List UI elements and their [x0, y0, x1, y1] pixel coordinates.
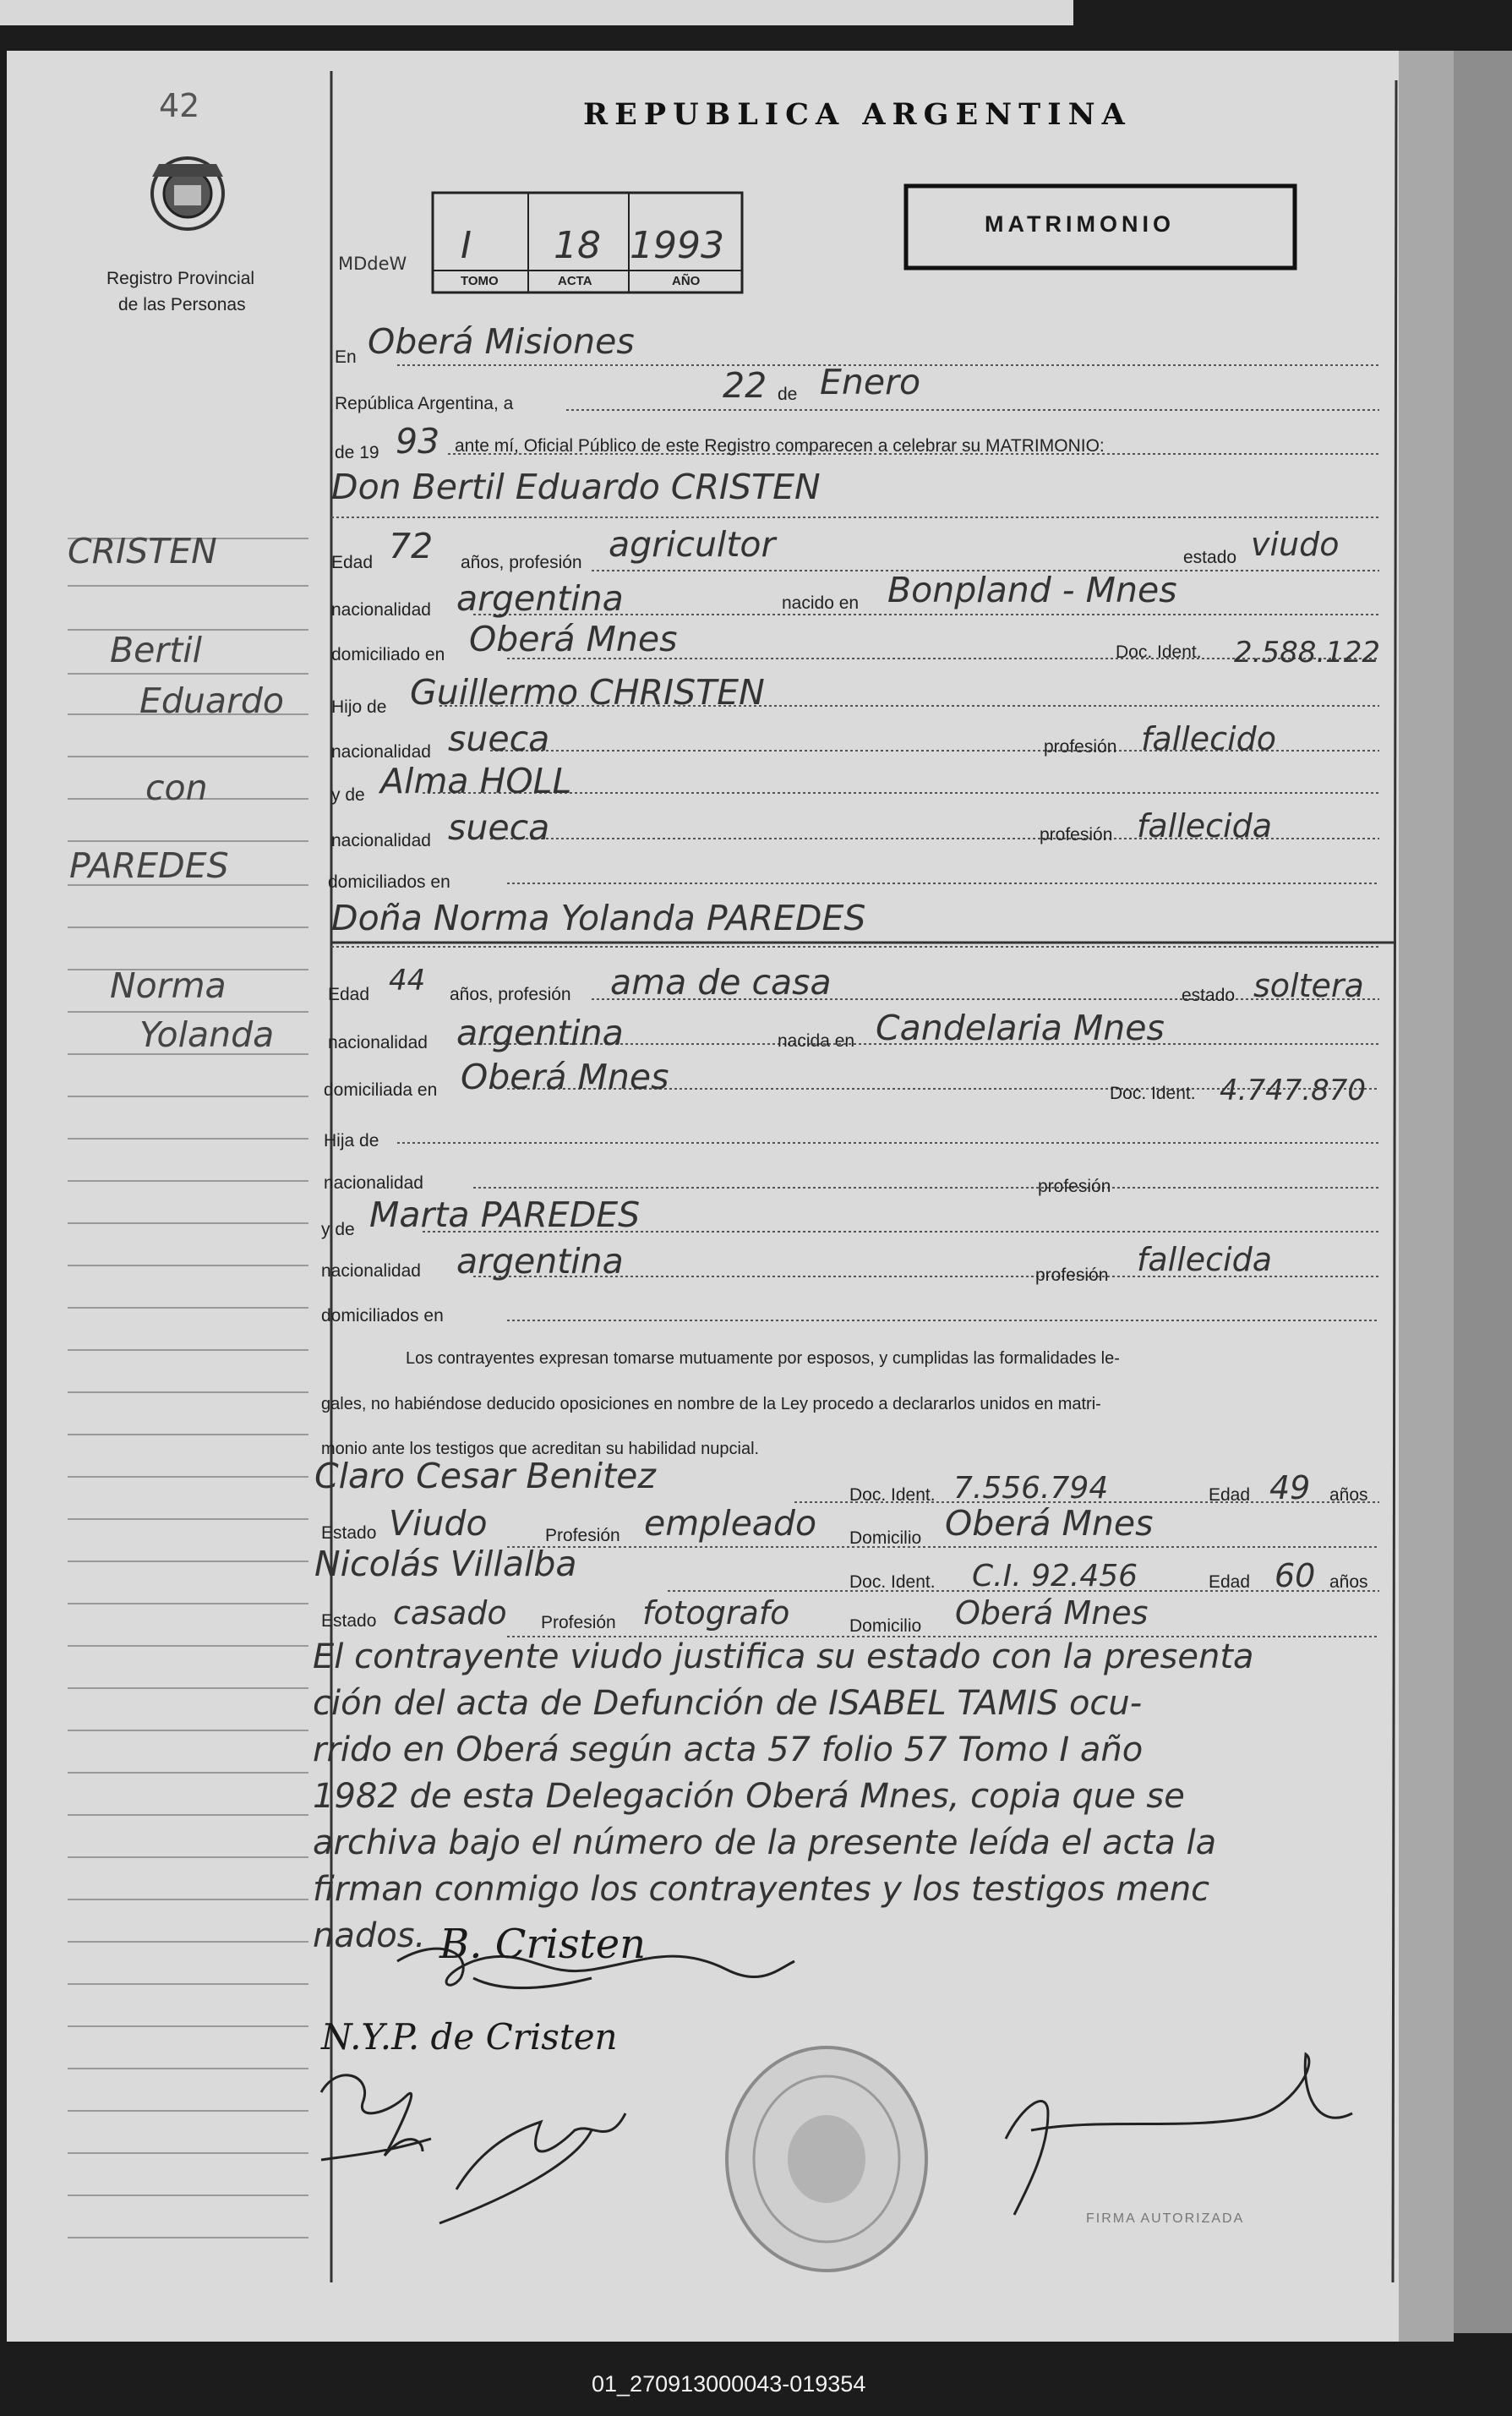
witness-address: Oberá Mnes [945, 1503, 1154, 1544]
ano-label: AÑO [672, 274, 701, 288]
field-label: Profesión [545, 1526, 620, 1545]
note-line: firman conmigo los contrayentes y los testigos menc [313, 1870, 1210, 1909]
field-label: nacionalidad [331, 600, 431, 620]
field-label: años, profesión [461, 553, 582, 572]
groom-father-nationality: sueca [448, 719, 550, 759]
bride-mother: Marta PAREDES [369, 1194, 641, 1235]
witness-civil-status: casado [393, 1594, 507, 1632]
field-label: Edad [1209, 1485, 1251, 1505]
witness-age: 60 [1275, 1557, 1316, 1594]
bride-birthplace: Candelaria Mnes [876, 1008, 1165, 1048]
margin-note: con [145, 768, 208, 808]
field-label: años [1329, 1485, 1368, 1505]
margin-note: Bertil [110, 630, 203, 670]
field-label: nacionalidad [321, 1261, 421, 1281]
field-label: domiciliada en [324, 1080, 438, 1100]
bride-nationality: argentina [456, 1013, 624, 1053]
groom-signature: B. Cristen [439, 1921, 647, 1968]
groom-doc: 2.588.122 [1234, 636, 1381, 670]
field-label: profesión [1040, 825, 1113, 845]
groom-address: Oberá Mnes [469, 619, 678, 659]
field-label: Doc. Ident. [1116, 642, 1202, 662]
field-label: domiciliados en [321, 1306, 444, 1326]
bride-mother-profession: fallecida [1137, 1241, 1273, 1278]
margin-note: PAREDES [69, 845, 229, 886]
field-label: profesión [1038, 1177, 1111, 1196]
field-label: y de [321, 1220, 355, 1239]
witness-civil-status: Viudo [389, 1503, 488, 1544]
place-label: En [335, 347, 357, 367]
field-label: Edad [328, 985, 370, 1004]
bride-profession: ama de casa [610, 962, 832, 1003]
witness-doc: C.I. 92.456 [972, 1559, 1138, 1593]
groom-mother-profession: fallecida [1137, 807, 1273, 845]
official-stamp-icon [727, 2047, 926, 2271]
year-prefix: de 19 [335, 443, 379, 462]
acta-label: ACTA [558, 274, 592, 288]
field-label: domiciliados en [328, 872, 450, 892]
witness-age: 49 [1269, 1469, 1311, 1506]
witness-profession: empleado [644, 1503, 817, 1544]
groom-father: Guillermo CHRISTEN [410, 672, 765, 713]
note-line: ción del acta de Defunción de ISABEL TAMIS ocu- [313, 1684, 1143, 1723]
field-label: Estado [321, 1523, 377, 1543]
field-label: Doc. Ident. [1110, 1084, 1196, 1103]
field-label: Hija de [324, 1131, 379, 1151]
place-value: Oberá Misiones [368, 321, 635, 362]
bride-mother-nationality: argentina [456, 1241, 624, 1282]
field-label: años [1329, 1572, 1368, 1592]
witness-doc: 7.556.794 [953, 1471, 1109, 1506]
day-value: 22 [723, 365, 767, 406]
field-label: profesión [1035, 1265, 1109, 1285]
official-stamp-text: FIRMA AUTORIZADA [1086, 2211, 1245, 2226]
margin-note: Yolanda [139, 1014, 275, 1055]
note-line: archiva bajo el número de la presente leída el acta la [313, 1823, 1217, 1862]
image-id: 01_270913000043-019354 [592, 2371, 866, 2397]
tomo-value: I [461, 224, 472, 267]
groom-civil-status: viudo [1251, 526, 1340, 563]
month-value: Enero [820, 362, 921, 402]
field-label: Edad [1209, 1572, 1251, 1592]
witness-name: Nicolás Villalba [314, 1544, 577, 1584]
tomo-label: TOMO [461, 274, 499, 288]
bride-signature: N.Y.P. de Cristen [321, 2016, 618, 2058]
office-code: MDdeW [338, 254, 407, 274]
registry-seal-icon [152, 158, 223, 229]
field-label: estado [1182, 986, 1236, 1005]
bride-civil-status: soltera [1253, 967, 1364, 1004]
groom-birthplace: Bonpland - Mnes [887, 570, 1177, 610]
intro-statement: ante mí, Oficial Público de este Registro comparecen a celebrar su MATRIMONIO: [455, 436, 1105, 456]
field-label: Domicilio [849, 1528, 922, 1548]
country-title: REPUBLICA ARGENTINA [583, 97, 1132, 132]
margin-note: Norma [110, 965, 227, 1006]
field-label: estado [1183, 548, 1237, 567]
field-label: Edad [331, 553, 374, 572]
field-label: profesión [1044, 737, 1117, 757]
bride-name: Doña Norma Yolanda PAREDES [331, 898, 866, 938]
field-label: nacionalidad [324, 1173, 423, 1193]
groom-mother: Alma HOLL [380, 761, 572, 801]
field-label: y de [331, 785, 365, 805]
registry-line-2: de las Personas [118, 295, 246, 314]
groom-nationality: argentina [456, 578, 624, 619]
groom-age: 72 [389, 526, 434, 566]
field-label: nacionalidad [331, 831, 431, 850]
field-label: Profesión [541, 1613, 616, 1632]
bride-age: 44 [389, 964, 426, 998]
declaration-line: gales, no habiéndose deducido oposiciones en nombre de la Ley procedo a declararlos unidos en matri- [321, 1395, 1101, 1413]
field-label: años, profesión [450, 985, 571, 1004]
bride-doc: 4.747.870 [1220, 1074, 1367, 1107]
field-label: nacida en [778, 1031, 855, 1051]
field-label: nacido en [782, 593, 860, 613]
note-line: El contrayente viudo justifica su estado con la presenta [313, 1637, 1254, 1676]
witness-address: Oberá Mnes [955, 1594, 1149, 1632]
note-line: 1982 de esta Delegación Oberá Mnes, copia que se [313, 1777, 1185, 1816]
page-number: 42 [159, 87, 200, 124]
field-label: nacionalidad [331, 742, 431, 762]
bride-address: Oberá Mnes [461, 1057, 669, 1097]
declaration-line: monio ante los testigos que acreditan su habilidad nupcial. [321, 1440, 760, 1458]
note-line: rrido en Oberá según acta 57 folio 57 Tomo I año [313, 1730, 1144, 1769]
declaration-line: Los contrayentes expresan tomarse mutuamente por esposos, y cumplidas las formalidades le- [406, 1349, 1120, 1368]
registry-line-1: Registro Provincial [106, 269, 255, 288]
acta-value: 18 [554, 224, 601, 267]
field-label: nacionalidad [328, 1033, 428, 1052]
field-label: Hijo de [331, 697, 387, 717]
year-value: 93 [396, 421, 440, 462]
witness-profession: fotografo [642, 1594, 790, 1632]
note-line: nados. [313, 1916, 426, 1955]
field-label: Doc. Ident. [849, 1485, 936, 1505]
groom-profession: agricultor [609, 524, 776, 565]
groom-name: Don Bertil Eduardo CRISTEN [331, 467, 821, 507]
witness-name: Claro Cesar Benitez [314, 1456, 656, 1496]
month-label: de [778, 385, 798, 404]
margin-note: Eduardo [139, 681, 285, 721]
groom-mother-nationality: sueca [448, 807, 550, 848]
field-label: Doc. Ident. [849, 1572, 936, 1592]
groom-father-profession: fallecido [1141, 720, 1276, 757]
field-label: Domicilio [849, 1616, 922, 1636]
field-label: Estado [321, 1611, 377, 1631]
margin-note: CRISTEN [68, 531, 217, 571]
act-type: MATRIMONIO [985, 211, 1175, 237]
date-label: República Argentina, a [335, 394, 514, 413]
field-label: domiciliado en [331, 645, 445, 664]
ano-value: 1993 [630, 224, 724, 267]
